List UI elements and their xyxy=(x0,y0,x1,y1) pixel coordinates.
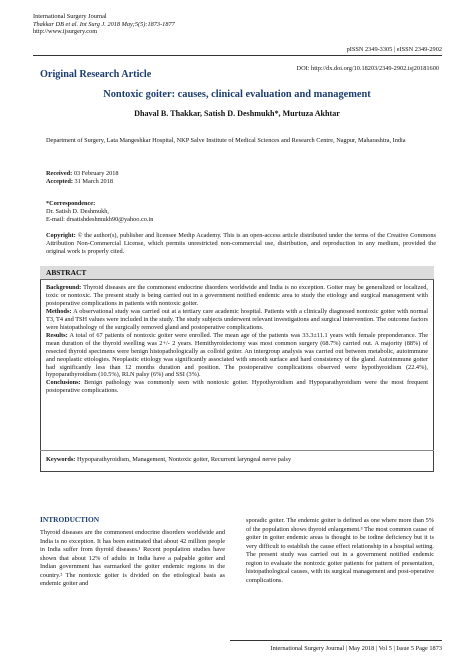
keywords-divider xyxy=(40,450,434,451)
issn: pISSN 2349-3305 | eISSN 2349-2902 xyxy=(346,46,442,53)
affiliation: Department of Surgery, Lata Mangeshkar Hospital, NKP Salve Institute of Medical Sciences and Research Centre, Nagpur, Maharashtra, India xyxy=(46,137,406,144)
introduction-left-column: Thyroid diseases are the commonest endocrine disorders worldwide and India is no exception. It has been estimated that about 42 million people in India suffer from thyroid diseases.¹ Recent population studies have shown that about 12% of adults in India have a palpable goiter and Indian government has earmarked the goiter endemic regions in the country.² The nontoxic goiter is divided on the etiological basis as endemic goiter and xyxy=(40,529,225,587)
correspondence xyxy=(46,200,153,225)
article-dates xyxy=(46,170,119,186)
journal-url[interactable]: http://www.ijsurgery.com xyxy=(33,28,98,36)
header-divider xyxy=(33,55,442,56)
author-list: Dhaval B. Thakkar, Satish D. Deshmukh*, Murtuza Akhtar xyxy=(134,109,340,118)
abstract-body xyxy=(46,284,428,395)
keywords: Keywords: Hypoparathyroidism, Management, Nontoxic goiter, Recurrent laryngeal nerve palsy xyxy=(46,456,292,463)
journal-name: International Surgery Journal xyxy=(33,13,107,20)
abstract-conclusion: Conclusions: Benign pathology was commonly seen with nontoxic goiter. Hypothyroidism and Hypoparathyroidism were the most frequent postoperative complications. xyxy=(46,379,428,395)
correspondence-label: *Correspondence: xyxy=(46,200,96,207)
accepted-date: Accepted: 31 March 2018 xyxy=(46,178,113,186)
copyright-notice: Copyright: © the author(s), publisher and licensee Medip Academy. This is an open-access article distributed under the terms of the Creative Commons Attribution Non-Commercial License, which permits unrestricted non-commercial use, distribution, and reproduction in any medium, provided the original work is properly cited. xyxy=(46,232,436,255)
footer-divider xyxy=(230,640,442,641)
correspondence-email[interactable]: E-mail: drsatishdeshmukh90@yahoo.co.in xyxy=(46,216,154,224)
abstract-background: Background: Thyroid diseases are the commonest endocrine disorders worldwide and India is no exception. Goiter may be generalized or localized, toxic or nontoxic. The present study is being carried out in a government notified endemic area to study the etiology and surgical management with postoperative complications in patients with nontoxic goiter. xyxy=(46,284,428,307)
introduction-right-column: sporadic goiter. The endemic goiter is defined as one where more than 5% of the population shows thyroid enlargement.³ The most common cause of goiter in goiter endemic areas is thought to be iodine deficiency but it is very difficult to establish the cause effect relationship in a hospital setting. The present study was carried out in a government notified endemic region to evaluate the nontoxic goiter patients for pattern of presentation, histopathological causes, with its surgical management and post-operative complications. xyxy=(246,517,434,584)
article-type: Original Research Article xyxy=(40,69,152,80)
abstract-heading: ABSTRACT xyxy=(46,268,87,277)
journal-header xyxy=(33,13,175,36)
article-title: Nontoxic goiter: causes, clinical evaluation and management xyxy=(103,89,371,100)
abstract-results: Results: A total of 67 patients of nontoxic goiter were enrolled. The mean age of the patients was 33.3±11.1 years with female preponderance. The mean duration of the thyroid swelling was 2+/- 2 years. Hemithyroidectomy was most common surgery (68.7%) carried out. A majority (88%) of resected thyroid specimens were benign histopathologically as colloid goiter. An intergroup analysis was carried out between metabolic, autoimmune and neoplastic etiologies. Neoplastic etiology was significantly associated with smooth surface and hard consistency of the gland. Autoimmune goiter had significantly less than 12 months duration and position. The postoperative complications observed were hypothyroidism (22.4%), hypoparathyroidism (10.5%), RLN palsy (6%) and SSI (3%). xyxy=(46,331,428,379)
received-date: Received: 03 February 2018 xyxy=(46,170,119,177)
doi-link[interactable]: DOI: http://dx.doi.org/10.18203/2349-2902.isj20181600 xyxy=(296,65,439,72)
correspondence-name: Dr. Satish D. Deshmukh, xyxy=(46,208,109,216)
abstract-methods: Methods: A observational study was carried out at a tertiary care academic hospital. Patients with a clinically diagnosed nontoxic goiter with normal T3, T4 and TSH values were included in the study. The study subjects underwent relevant investigations and surgical intervention. The outcome factors were histopathology of the surgically removed gland and postoperative complications. xyxy=(46,307,428,331)
page-footer: International Surgery Journal | May 2018 | Vol 5 | Issue 5 Page 1873 xyxy=(270,645,442,652)
abstract-header xyxy=(40,266,434,280)
citation: Thakkar DB et al. Int Surg J. 2018 May;5(5):1873-1877 xyxy=(33,20,175,28)
introduction-heading: INTRODUCTION xyxy=(40,515,100,524)
